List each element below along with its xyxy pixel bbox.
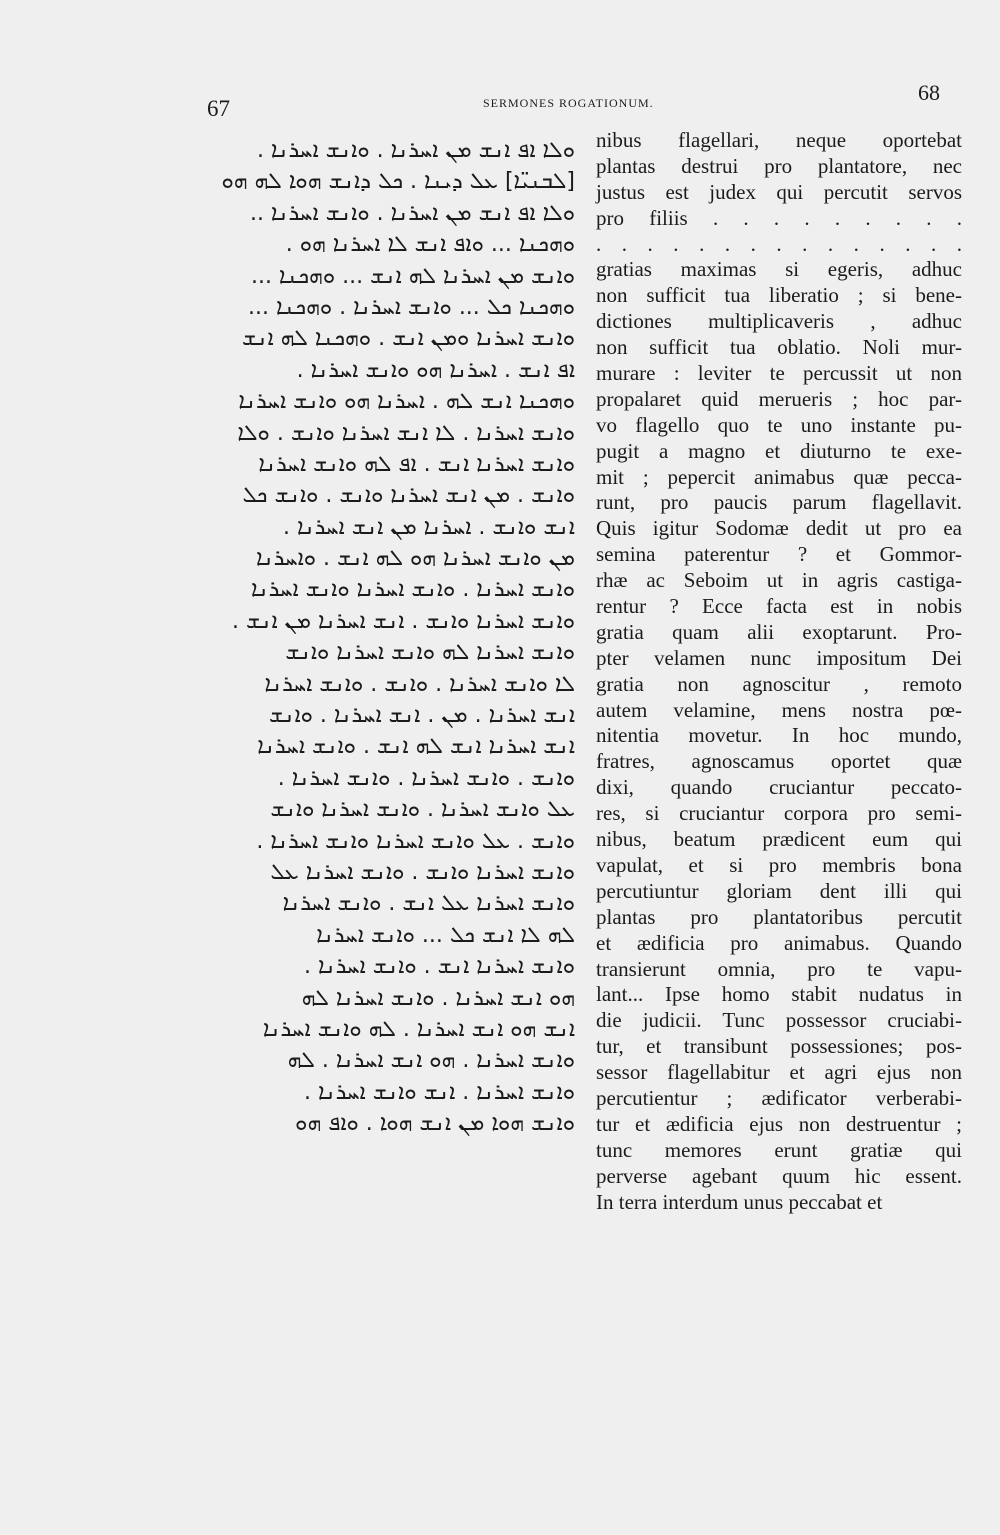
latin-text-line: dixi, quando cruciantur peccato-	[596, 775, 962, 800]
latin-text-line: perverse agebant quum hic essent.	[596, 1163, 962, 1188]
latin-text-column	[596, 128, 962, 1215]
latin-text-line: pter velamen nunc impositum Dei	[596, 645, 962, 670]
syriac-text-line: ܘܐܢܫ ܐܚܪܢܐ ܐܢܫ . ܘܐܢܫ ܐܚܪܢܐ .	[303, 954, 575, 980]
syriac-text-line: ܘܐܢܫ ܐܚܪܢܐ . ܘܐܢܫ ܐܚܪܢܐ ܘܐܢܫ ܐܚܪܢܐ	[250, 577, 575, 603]
syriac-text-line: ܘܐܢܫ . ܘܐܢܫ ܐܚܪܢܐ . ܘܐܢܫ ܐܚܪܢܐ .	[277, 765, 575, 791]
latin-text-line: et ædificia pro animabus. Quando	[596, 930, 962, 955]
syriac-text-line: ܘܐܢܫ ܐܚܪܢܐ ܥܠ ܐܢܫ . ܘܐܢܫ ܐܚܪܢܐ	[282, 891, 575, 917]
syriac-text-line: ܘܐܢܫ ܗܘܐ ܡܢ ܐܢܫ ܗܘܐ . ܘܐܦ ܗܘ	[295, 1111, 575, 1137]
latin-text-line: murare : leviter te percussit ut non	[596, 361, 962, 386]
latin-text-line: semina paterentur ? et Gommor-	[596, 542, 962, 567]
latin-text-line: justus est judex qui percutit servos	[596, 179, 962, 204]
latin-text-line: Quis igitur Sodomæ dedit ut pro ea	[596, 516, 962, 541]
syriac-text-line: ܠܗ ܠܐ ܐܢܫ ܟܠ ... ܘܐܢܫ ܐܚܪܢܐ	[316, 922, 575, 948]
latin-text-line: rentur ? Ecce facta est in nobis	[596, 594, 962, 619]
latin-text-line: transierunt omnia, pro te vapu-	[596, 956, 962, 981]
syriac-text-line: ܘܗܟܢܐ ܐܢܫ ܠܗ . ܐܚܪܢܐ ܗܘ ܘܐܢܫ ܐܚܪܢܐ	[238, 389, 575, 415]
syriac-text-line: ܘܐܢܫ ܐܚܪܢܐ ܠܗ ܘܐܢܫ ܐܚܪܢܐ ܘܐܢܫ	[285, 640, 575, 666]
syriac-text-line: ܐܢܫ ܗܘ ܐܢܫ ܐܚܪܢܐ . ܠܗ ܘܐܢܫ ܐܚܪܢܐ	[262, 1016, 575, 1042]
latin-text-line: pro filiis . . . . . . . . .	[596, 205, 962, 230]
syriac-text-line: ܘܐܢܫ ܐܚܪܢܐ ܘܐܢܫ . ܘܐܢܫ ܐܚܪܢܐ ܥܠ	[270, 859, 575, 885]
syriac-text-line: ܐܢܫ ܐܚܪܢܐ ܐܢܫ ܠܗ ܐܢܫ . ܘܐܢܫ ܐܚܪܢܐ	[257, 734, 575, 760]
syriac-text-line: ܘܐܢܫ ܐܚܪܢܐ . ܠܐ ܐܢܫ ܐܚܪܢܐ ܘܐܢܫ . ܘܠܐ	[237, 420, 575, 446]
latin-text-line: tunc memores erunt gratiæ qui	[596, 1137, 962, 1162]
syriac-text-line: ܐܦ ܐܢܫ . ܐܚܪܢܐ ܗܘ ܘܐܢܫ ܐܚܪܢܐ .	[296, 357, 575, 383]
latin-text-line: propalaret quid merueris ; hoc par-	[596, 386, 962, 411]
left-page-number: 67	[207, 96, 230, 121]
latin-text-line: vo flagello quo te uno instante pu-	[596, 412, 962, 437]
syriac-text-column	[207, 135, 575, 1140]
latin-text-line: non sufficit tua oblatio. Noli mur-	[596, 335, 962, 360]
syriac-text-line: ܘܐܢܫ ܐܚܪܢܐ ܐܢܫ . ܐܦ ܠܗ ܘܐܢܫ ܐܚܪܢܐ	[258, 451, 575, 477]
syriac-text-line: ܘܐܢܫ . ܡܢ ܐܢܫ ܐܚܪܢܐ ܘܐܢܫ . ܘܐܢܫ ܟܠ	[242, 483, 575, 509]
latin-text-line: vapulat, et si pro membris bona	[596, 852, 962, 877]
latin-text-line: nibus, beatum prædicent eum qui	[596, 827, 962, 852]
syriac-text-line: ܘܠܐ ܐܦ ܐܢܫ ܡܢ ܐܚܪܢܐ . ܘܐܢܫ ܐܚܪܢܐ ..	[249, 200, 575, 226]
latin-text-line: percutiuntur gloriam dent illi qui	[596, 878, 962, 903]
latin-text-line: dictiones multiplicaveris , adhuc	[596, 309, 962, 334]
latin-text-line: plantas pro plantatoribus percutit	[596, 904, 962, 929]
syriac-text-line: ܐܢܫ ܘܐܢܫ . ܐܚܪܢܐ ܡܢ ܐܢܫ ܐܚܪܢܐ .	[282, 514, 575, 540]
latin-text-line: pugit a magno et diuturno te exe-	[596, 438, 962, 463]
syriac-text-line: ܥܠ ܘܐܢܫ ܐܚܪܢܐ . ܘܐܢܫ ܐܚܪܢܐ ܘܐܢܫ	[270, 797, 575, 823]
latin-text-line: nitentia movetur. In hoc mundo,	[596, 723, 962, 748]
latin-text-line: fratres, agnoscamus oportet quæ	[596, 749, 962, 774]
latin-text-line: tur, et transibunt possessiones; pos-	[596, 1034, 962, 1059]
latin-text-line: gratia quam alii exoptarunt. Pro-	[596, 619, 962, 644]
latin-text-line: sessor flagellabitur et agri ejus non	[596, 1060, 962, 1085]
syriac-text-line: ܡܢ ܘܐܢܫ ܐܚܪܢܐ ܗܘ ܠܗ ܐܢܫ . ܘܐܚܪܢܐ	[256, 546, 575, 572]
syriac-text-line: ܐܢܫ ܐܚܪܢܐ . ܡܢ . ܐܢܫ ܐܚܪܢܐ . ܘܐܢܫ	[268, 703, 575, 729]
syriac-text-line: ܘܐܢܫ . ܥܠ ܘܐܢܫ ܐܚܪܢܐ ܘܐܢܫ ܐܚܪܢܐ .	[256, 828, 575, 854]
latin-text-line: plantas destrui pro plantatore, nec	[596, 153, 962, 178]
running-title: SERMONES ROGATIONUM.	[483, 96, 654, 110]
syriac-text-line: ܘܗܟܢܐ ܟܠ ... ܘܐܢܫ ܐܚܪܢܐ . ܘܗܟܢܐ ...	[248, 294, 575, 320]
syriac-text-line: ܘܐܢܫ ܐܚܪܢܐ ܘܐܢܫ . ܐܢܫ ܐܚܪܢܐ ܡܢ ܐܢܫ .	[232, 608, 575, 634]
syriac-text-line: ܘܐܢܫ ܐܚܪܢܐ ܘܡܢ ܐܢܫ . ܘܗܟܢܐ ܠܗ ܐܢܫ	[241, 326, 575, 352]
latin-text-line: runt, pro paucis parum flagellavit.	[596, 490, 962, 515]
syriac-text-line: ܗܘ ܐܢܫ ܐܚܪܢܐ . ܘܐܢܫ ܐܚܪܢܐ ܠܗ	[301, 985, 575, 1011]
syriac-text-line: ܘܐܢܫ ܐܚܪܢܐ . ܐܢܫ ܘܐܢܫ ܐܚܪܢܐ .	[303, 1079, 575, 1105]
syriac-text-line: ܠܐ ܘܐܢܫ ܐܚܪܢܐ . ܘܐܢܫ . ܘܐܢܫ ܐܚܪܢܐ	[264, 671, 575, 697]
syriac-text-line: ܘܐܢܫ ܐܚܪܢܐ . ܗܘ ܐܢܫ ܐܚܪܢܐ . ܠܗ	[287, 1048, 575, 1074]
latin-text-line: percutientur ; ædificator verberabi-	[596, 1085, 962, 1110]
latin-text-line: autem velamine, mens nostra pœ-	[596, 697, 962, 722]
syriac-text-line: ܘܗܟܢܐ ... ܘܐܦ ܐܢܫ ܠܐ ܐܚܪܢܐ ܗܘ .	[285, 232, 575, 258]
syriac-text-line: ܘܐܢܫ ܡܢ ܐܚܪܢܐ ܠܗ ܐܢܫ ... ܘܗܟܢܐ ...	[250, 263, 575, 289]
latin-text-line: gratias maximas si egeris, adhuc	[596, 257, 962, 282]
latin-text-line: die judicii. Tunc possessor cruciabi-	[596, 1008, 962, 1033]
latin-text-line: lant... Ipse homo stabit nudatus in	[596, 982, 962, 1007]
syriac-text-line: [ܠܒܢܝ̈ܐ] ܥܠ ܕܝܢܐ . ܟܠ ܕܐܢܫ ܗܘܐ ܠܗ ܗܘ	[221, 169, 575, 195]
latin-text-line: In terra interdum unus peccabat et	[596, 1189, 883, 1214]
syriac-text-line: ܘܠܐ ܐܦ ܐܢܫ ܡܢ ܐܚܪܢܐ . ܘܐܢܫ ܐܚܪܢܐ .	[256, 138, 575, 163]
latin-text-line: res, si cruciantur corpora pro semi-	[596, 801, 962, 826]
latin-text-line: . . . . . . . . . . . . . . .	[596, 231, 962, 256]
latin-text-line: non sufficit tua liberatio ; si bene-	[596, 283, 962, 308]
latin-text-line: rhæ ac Seboim ut in agris castiga-	[596, 568, 962, 593]
latin-text-line: tur et ædificia ejus non destruentur ;	[596, 1111, 962, 1136]
latin-text-line: nibus flagellari, neque oportebat	[596, 128, 962, 152]
right-page-number: 68	[918, 80, 940, 105]
latin-text-line: gratia non agnoscitur , remoto	[596, 671, 962, 696]
latin-text-line: mit ; pepercit animabus quæ pecca-	[596, 464, 962, 489]
